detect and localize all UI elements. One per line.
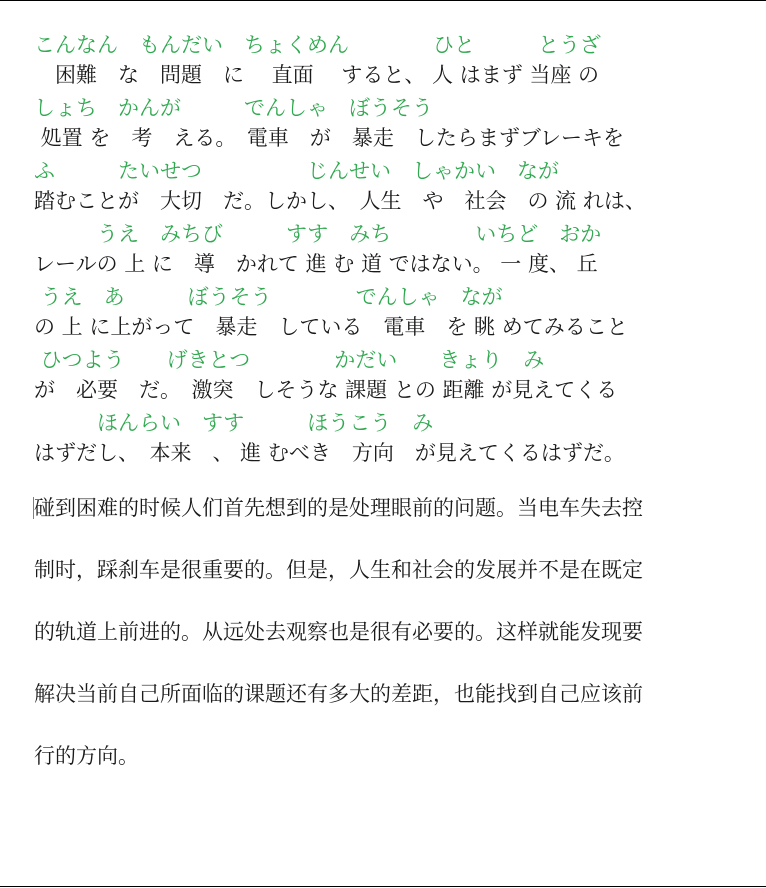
jp-line-1: [34, 30, 734, 93]
japanese-text-line: の 上 に上がって 暴走 している 電車 を 眺 めてみること: [34, 315, 628, 339]
japanese-text-line: 踏むことが 大切 だ。しかし、 人生 や 社会 の 流 れは、: [34, 189, 646, 213]
zh-line-1: 碰到困难的时候人们首先想到的是处理眼前的问题。当电车失去控: [34, 496, 643, 520]
jp-line-3: [34, 156, 734, 219]
chinese-translation[interactable]: [34, 490, 734, 800]
furigana-line: しょち かんが でんしゃ ぼうそう: [34, 96, 433, 120]
jp-line-5: [34, 282, 734, 345]
japanese-text-line: 処置 を 考 える。 電車 が 暴走 したらまずブレーキを: [34, 126, 625, 150]
top-border: [0, 0, 766, 1]
japanese-passage-with-furigana: [34, 30, 734, 471]
jp-line-2: [34, 93, 734, 156]
zh-line-5: 行的方向。: [34, 744, 139, 768]
furigana-line: こんなん もんだい ちょくめん ひと とうざ: [34, 33, 601, 57]
furigana-line: ほんらい すす ほうこう み: [34, 411, 434, 435]
furigana-line: ひつよう げきとつ かだい きょり み: [34, 348, 545, 372]
japanese-text-line: レールの 上 に 導 かれて 進 む 道 ではない。 一 度、 丘: [34, 252, 598, 276]
zh-line-4: 解决当前自己所面临的课题还有多大的差距，也能找到自己应该前: [34, 682, 643, 706]
japanese-text-line: が 必要 だ。 激突 しそうな 課題 との 距離 が見えてくる: [34, 378, 618, 402]
jp-line-7: [34, 408, 734, 471]
zh-line-2: 制时，踩刹车是很重要的。但是，人生和社会的发展并不是在既定: [34, 558, 643, 582]
furigana-line: うえ あ ぼうそう でんしゃ なが: [34, 285, 503, 309]
zh-line-3: 的轨道上前进的。从远处去观察也是很有必要的。这样就能发现要: [34, 620, 643, 644]
jp-line-4: [34, 219, 734, 282]
furigana-line: うえ みちび すす みち いちど おか: [34, 222, 602, 246]
furigana-line: ふ たいせつ じんせい しゃかい なが: [34, 159, 559, 183]
japanese-text-line: 困難 な 問題 に 直面 すると、 人 はまず 当座 の: [34, 63, 600, 87]
japanese-text-line: はずだし、 本来 、 進 むべき 方向 が見えてくるはずだ。: [34, 441, 625, 465]
jp-line-6: [34, 345, 734, 408]
bottom-border: [0, 886, 766, 887]
